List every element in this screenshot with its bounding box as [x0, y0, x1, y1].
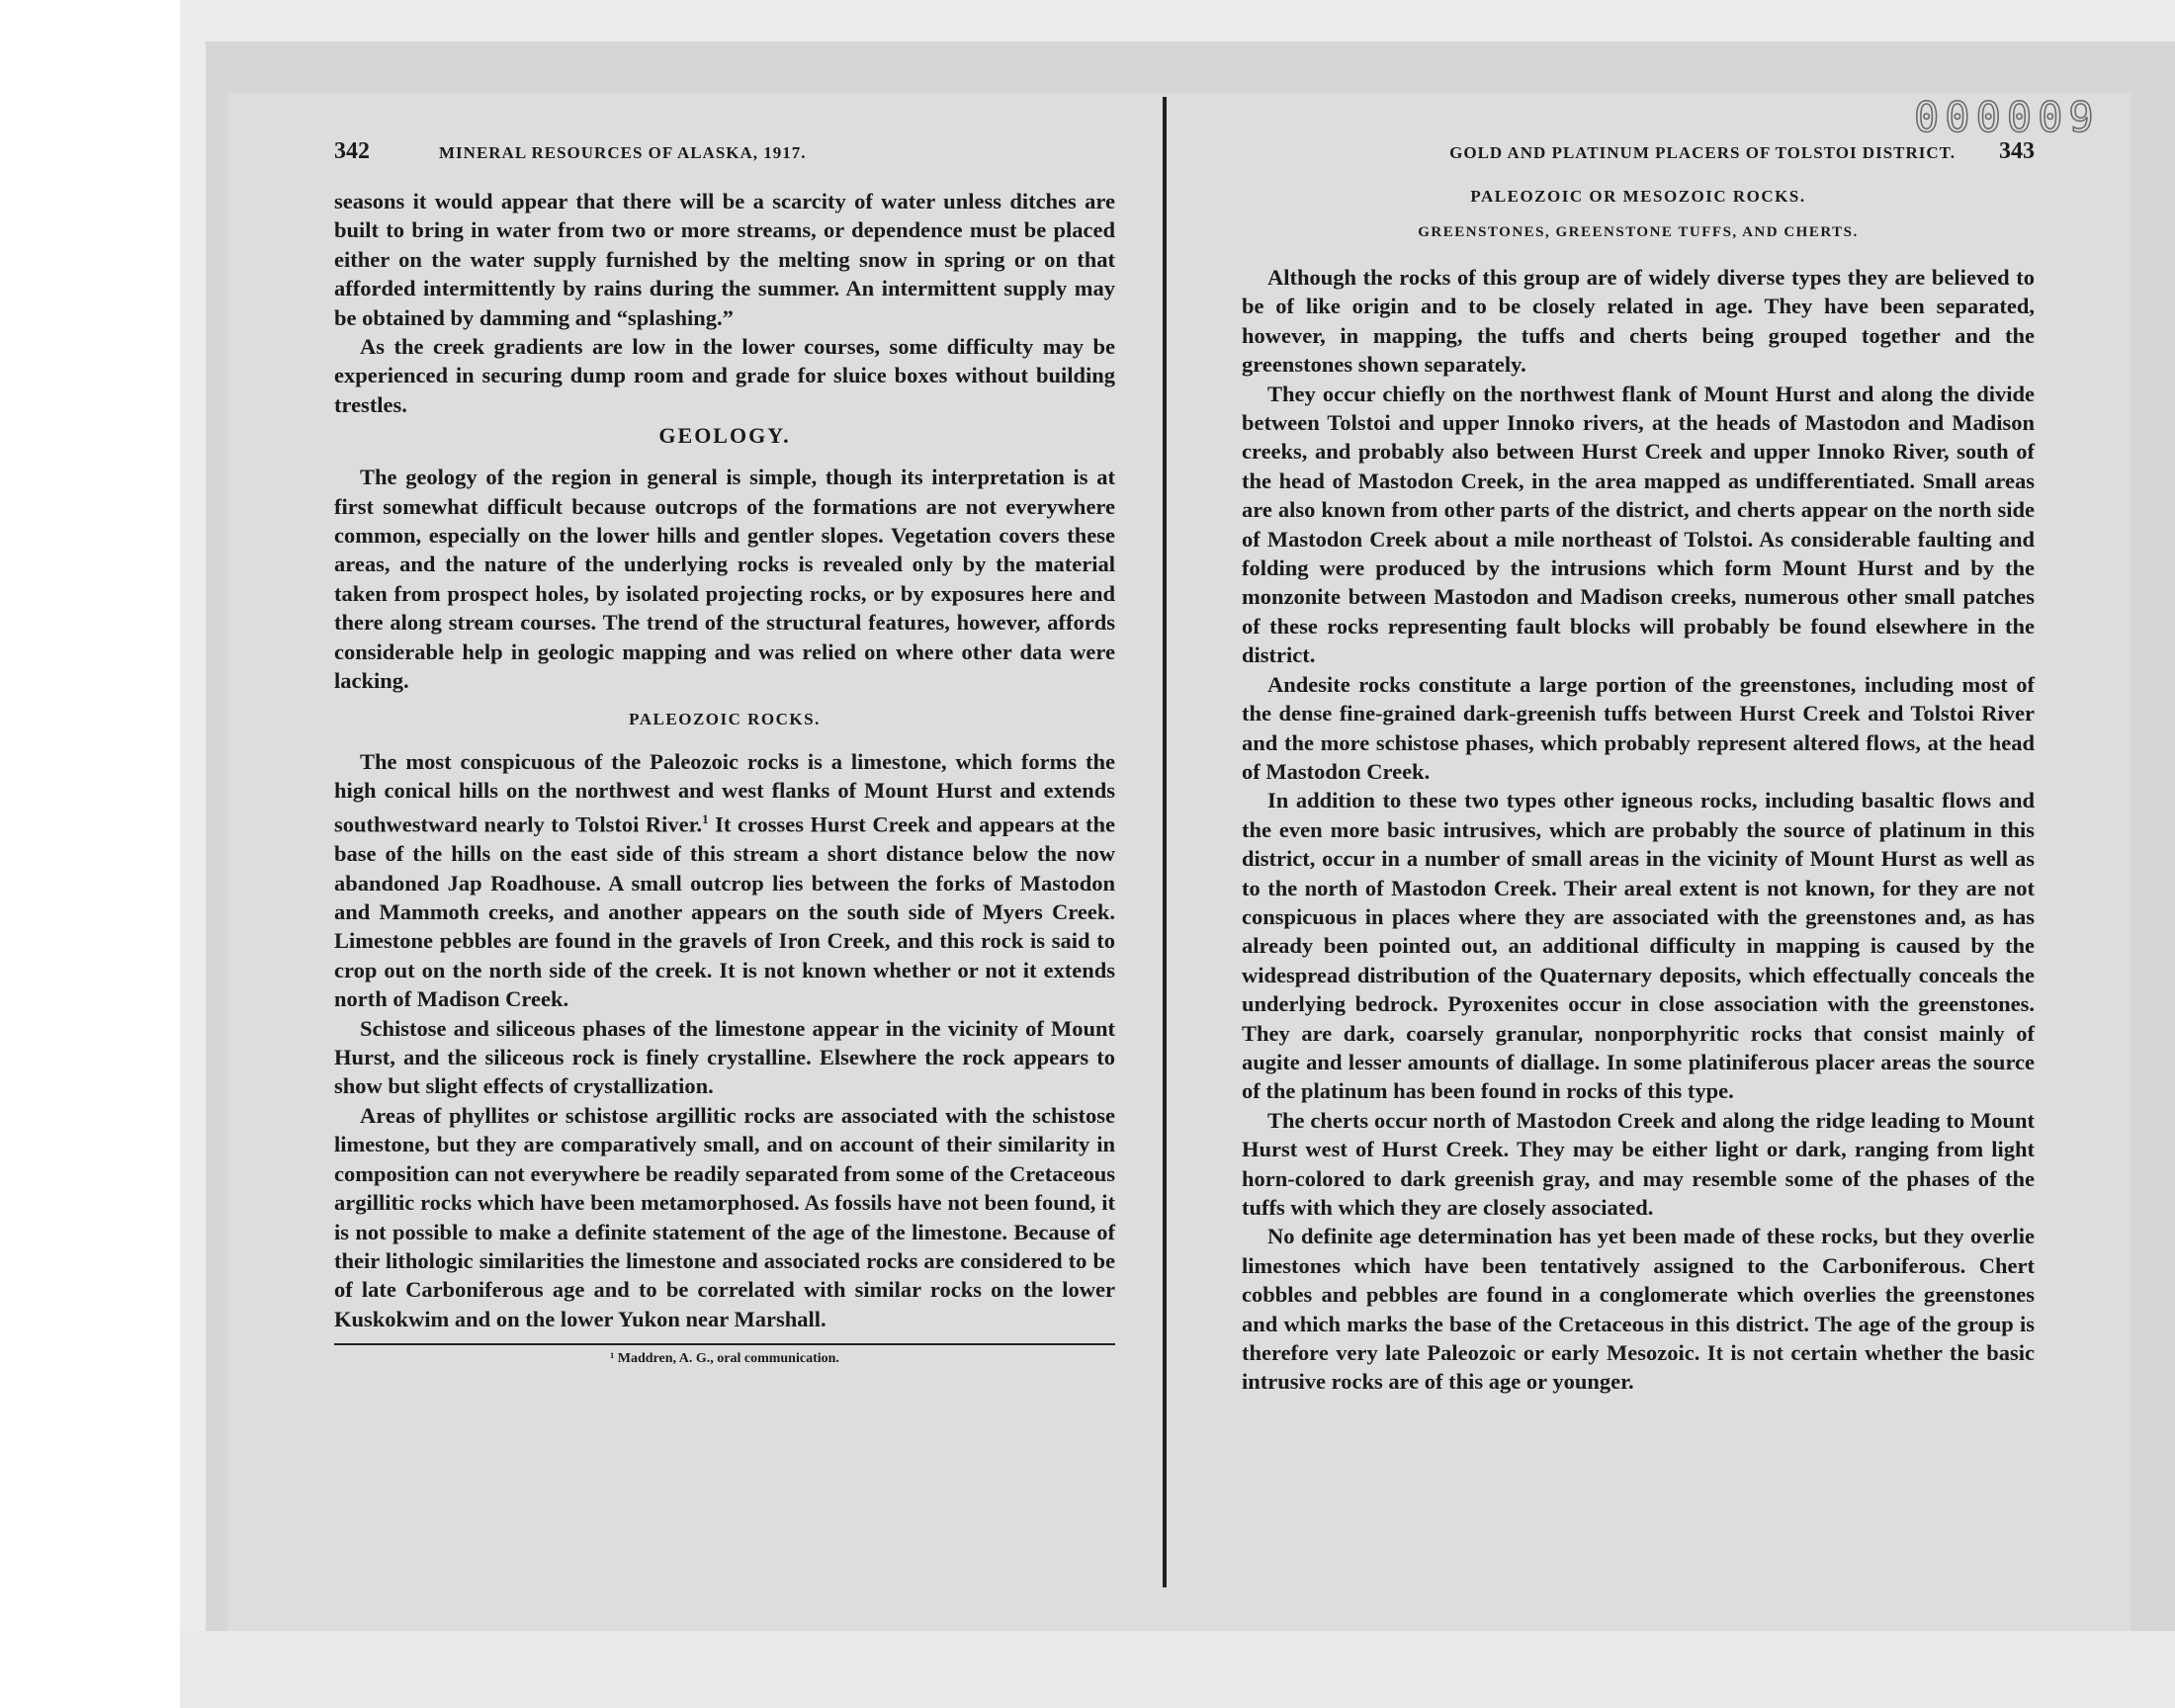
paragraph: The cherts occur north of Mastodon Creek and along the ridge leading to Mount Hurst west of Hurst Creek. They may be either light or dark, ranging from light horn-colored to dark greenish gray, and may resemble some of the phases of the tuffs with which they are closely associated. — [1242, 1107, 2035, 1220]
scan-bottom-band — [180, 1631, 2175, 1708]
scan-margin — [0, 0, 180, 1708]
paragraph: The geology of the region in general is simple, though its interpretation is at first somewhat difficult because outcrops of the formations are not everywhere common, especially on the lower hills and gentler slopes. Vegetation covers these areas, and the nature of the underlying rocks is revealed only by the material taken from prospect holes, by isolated projecting rocks, or by exposures here and there along stream courses. The trend of the structural features, however, affords considerable help in geologic mapping and was relied on where other data were lacking. — [334, 465, 1115, 694]
footnote: ¹ Maddren, A. G., oral communication. — [610, 1351, 839, 1367]
paragraph: Schistose and siliceous phases of the limestone appear in the vicinity of Mount Hurst, and the siliceous rock is finely crystalline. Elsewhere the rock appears to show but slight effects of crystallization. — [334, 1015, 1115, 1099]
paragraph: seasons it would appear that there will be a scarcity of water unless ditches are built to bring in water from two or more streams, or dependence must be placed either on the water supply furnished by the melting snow in spring or on that afforded intermittently by rains during the summer. An intermittent supply may be obtained by damming and “splashing.” — [334, 189, 1115, 330]
paragraph: As the creek gradients are low in the lower courses, some difficulty may be experienced in securing dump room and grade for sluice boxes without building trestles. — [334, 334, 1115, 417]
paragraph: No definite age determination has yet been made of these rocks, but they overlie limestones which have been tentatively assigned to the Carboniferous. Chert cobbles and pebbles are found in a conglomerate which overlies the greenstones and which marks the base of the Cretaceous in this district. The age of the group is therefore very late Paleozoic or early Mesozoic. It is not certain whether the basic intrusive rocks are of this age or younger. — [1242, 1224, 2035, 1395]
section-heading-geology: GEOLOGY. — [658, 423, 791, 449]
left-page — [334, 138, 1115, 1367]
right-page — [1242, 138, 2035, 1397]
section-heading-paleozoic-mesozoic: PALEOZOIC OR MESOZOIC ROCKS. — [1470, 187, 1806, 206]
subsection-heading-greenstones: GREENSTONES, GREENSTONE TUFFS, AND CHERTS. — [1418, 224, 1859, 240]
gutter-divider — [1163, 97, 1167, 1587]
right-running-title: GOLD AND PLATINUM PLACERS OF TOLSTOI DISTRICT. — [1449, 143, 1956, 162]
paragraph: They occur chiefly on the northwest flank of Mount Hurst and along the divide between Tolstoi and upper Innoko rivers, at the heads of Mastodon and Madison creeks, and probably also between Hurst Creek and upper Innoko River, south of the head of Mastodon Creek, in the area mapped as undifferentiated. Small areas are also known from other parts of the district, and cherts appear on the north side of Mastodon Creek about a mile northeast of Tolstoi. As considerable faulting and folding were produced by the intrusions which form Mount Hurst and by the monzonite between Mastodon and Madison creeks, numerous other small patches of these rocks representing fault blocks will probably be found elsewhere in the district. — [1242, 381, 2035, 668]
right-running-head — [1242, 138, 2035, 165]
paragraph: Andesite rocks constitute a large portion of the greenstones, including most of the dense fine-grained dark-greenish tuffs between Hurst Creek and Tolstoi River and the more schistose phases, which probably represent altered flows, at the head of Mastodon Creek. — [1242, 671, 2035, 784]
paragraph: Areas of phyllites or schistose argillitic rocks are associated with the schistose limestone, but they are comparatively small, and on account of their similarity in composition can not everywhere be readily separated from some of the Cretaceous argillitic rocks which have been metamorphosed. As fossils have not been found, it is not possible to make a definite statement of the age of the limestone. Because of their lithologic similarities the limestone and associated rocks are considered to be of late Carboniferous age and to be correlated with similar rocks on the lower Kuskokwim and on the lower Yukon near Marshall. — [334, 1102, 1115, 1331]
section-heading-paleozoic: PALEOZOIC ROCKS. — [629, 709, 821, 728]
paragraph: Although the rocks of this group are of widely diverse types they are believed to be of like origin and to be closely related in age. They have been separated, however, in mapping, the tuffs and cherts being grouped together and the greenstones shown separately. — [1242, 265, 2035, 378]
archive-stamp-number: 000009 — [1914, 93, 2100, 141]
left-running-title: MINERAL RESOURCES OF ALASKA, 1917. — [439, 143, 807, 162]
left-running-head — [334, 138, 1115, 165]
footnote-rule — [334, 1343, 1115, 1345]
right-page-number: 343 — [1999, 138, 2035, 164]
paragraph: In addition to these two types other igneous rocks, including basaltic flows and the even more basic intrusives, which are probably the source of platinum in this district, occur in a number of small areas in the vicinity of Mount Hurst as well as to the north of Mastodon Creek. Their areal extent is not known, for they are not conspicuous in places where they are associated with the greenstones and, as has already been pointed out, an additional difficulty in mapping is caused by the widespread distribution of the Quaternary deposits, which effectually conceals the underlying bedrock. Pyroxenites occur in close association with the greenstones. They are dark, coarsely granular, nonporphyritic rocks that consist mainly of augite and lesser amounts of diallage. In some platiniferous placer areas the source of the platinum has been found in rocks of this type. — [1242, 788, 2035, 1104]
footnote-marker: 1 — [702, 811, 709, 827]
paragraph — [334, 747, 1115, 1014]
paragraph-text: It crosses Hurst Creek and appears at the base of the hills on the east side of this stream a short distance below the now abandoned Jap Roadhouse. A small outcrop lies between the forks of Mastodon and Mammoth creeks, and another appears on the south side of Myers Creek. Limestone pebbles are found in the gravels of Iron Creek, and this rock is said to crop out on the north side of the creek. It is not known whether or not it extends north of Madison Creek. — [334, 811, 1115, 1012]
paragraph-text: The most conspicuous of the Paleozoic rocks is a limestone, which forms the high conical hills on the northwest and west flanks of Mount Hurst and extends southwestward nearly to Tolstoi River. — [334, 748, 1115, 837]
left-page-number: 342 — [334, 138, 370, 164]
